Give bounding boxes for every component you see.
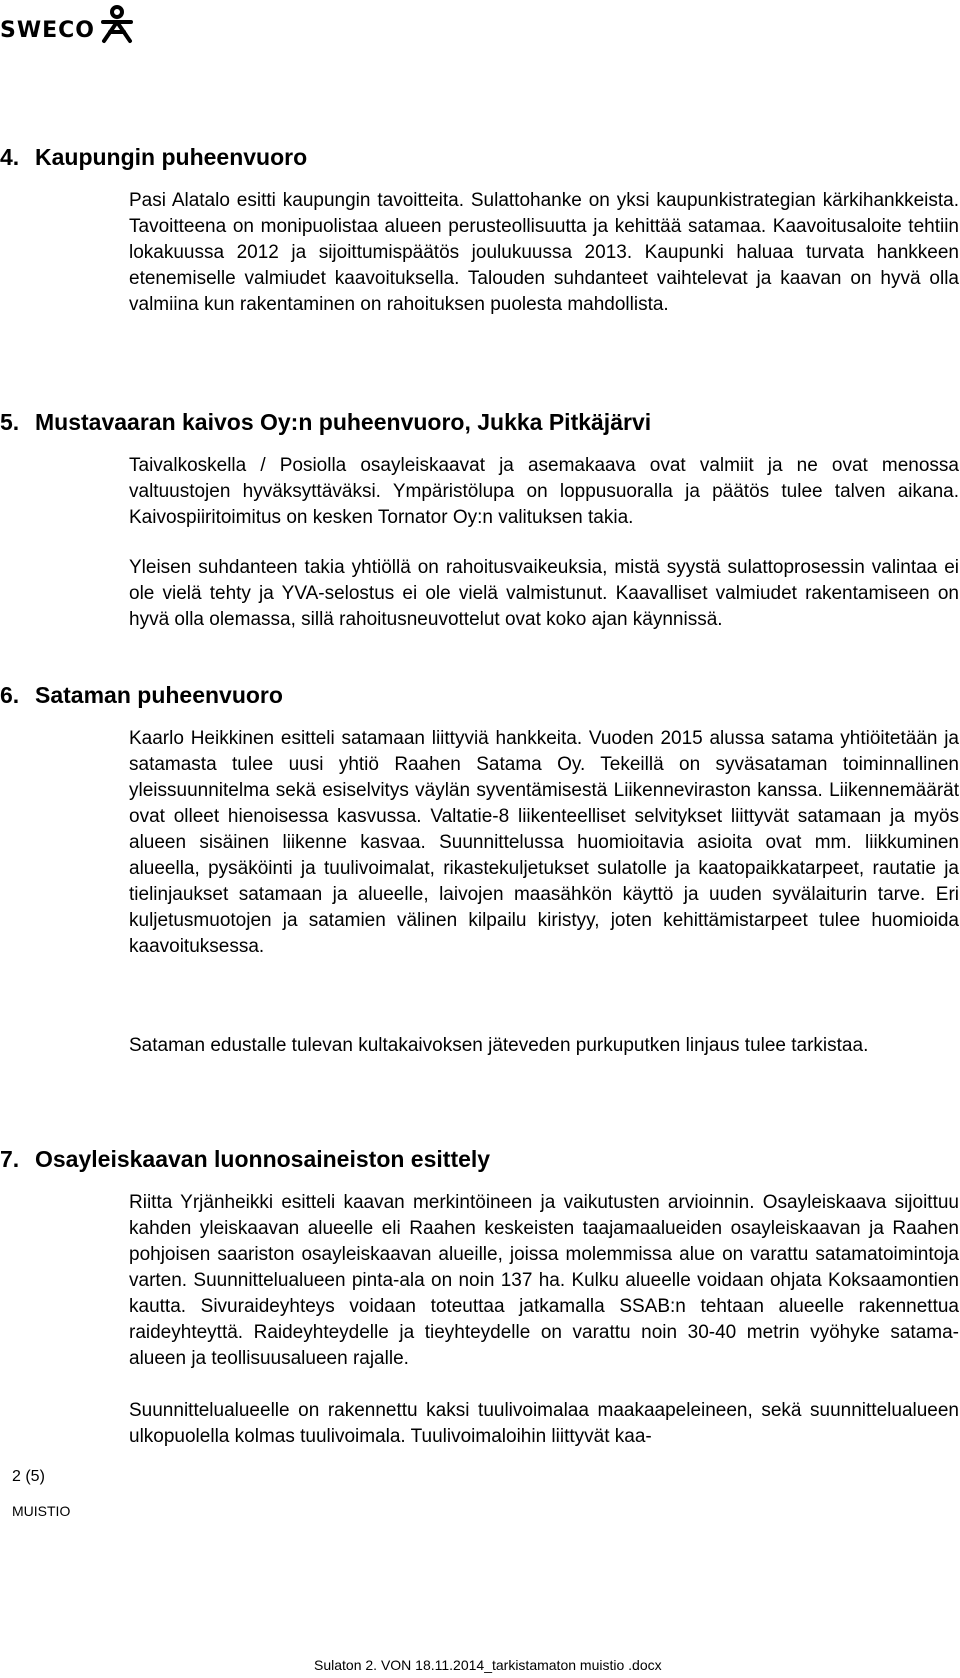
section-heading-4: [0, 143, 307, 171]
sweco-star-icon: [98, 4, 136, 44]
section-number: 5.: [0, 409, 20, 435]
section-heading-7: [0, 1145, 490, 1173]
section-heading-5: [0, 408, 651, 436]
logo-text: SWECO: [0, 18, 95, 43]
section-5-paragraph-1: Taivalkoskella / Posiolla osayleiskaavat ja asemakaava ovat valmiit ja ne ovat menossa valtuustojen hyväksyttäväksi. Ympäristölupa on loppusuoralla ja päätös tulee talven aikana. Kaivospiiritoimitus on kesken Tornator Oy:n valituksen takia.: [129, 455, 959, 528]
section-number: 4.: [0, 144, 20, 170]
section-title: Kaupungin puheenvuoro: [35, 144, 308, 170]
section-number: 6.: [0, 682, 20, 708]
section-4-paragraph-1: Pasi Alatalo esitti kaupungin tavoitteita. Sulattohanke on yksi kaupunkistrategian kärkihankkeista. Tavoitteena on monipuolistaa alueen perusteollisuutta ja kehittää satamaa. Kaavoitusaloite tehtiin lokakuussa 2012 ja sijoittumispäätös joulukuussa 2013. Kaupunki haluaa turvata hankkeen etenemiselle valmiudet kaavoituksella. Talouden suhdanteet vaihtelevat ja kaavan on hyvä olla valmiina kun rakentaminen on rahoituksen puolesta mahdollista.: [129, 190, 959, 315]
section-title: Osayleiskaavan luonnosaineiston esittely: [35, 1146, 491, 1172]
section-7-paragraph-1: Riitta Yrjänheikki esitteli kaavan merkintöineen ja vaikutusten arvioinnin. Osayleiskaava sijoittuu kahden yleiskaavan alueelle eli Raahen keskeisten taajamaalueiden osayleiskaavan ja Raahen pohjoisen saariston osayleiskaavan alueille, joissa molemmissa alue on varattu satamatoimintoja varten. Suunnittelualueen pinta-ala on noin 137 ha. Kulku alueelle voidaan ohjata Koksaamontien kautta. Sivuraideyhteys voidaan toteuttaa jatkamalla SSAB:n tehtaan alueelle rakennettua raideyhteyttä. Raideyhteydelle ja tieyhteydelle on varattu noin 30-40 metrin vyöhyke satama-alueen ja teollisuusalueen rajalle.: [129, 1192, 959, 1369]
section-heading-6: [0, 681, 283, 709]
document-type: MUISTIO: [12, 1503, 71, 1519]
section-title: Sataman puheenvuoro: [35, 682, 283, 708]
sweco-logo: [0, 0, 140, 46]
section-6-paragraph-1: Kaarlo Heikkinen esitteli satamaan liittyviä hankkeita. Vuoden 2015 alussa satama yhtiöitetään ja satamasta tulee uusi yhtiö Raahen Satama Oy. Tekeillä on syväsataman toiminnallinen yleissuunnitelma sekä esiselvitys väylän syventämisestä Liikenneviraston kanssa. Liikennemäärät ovat olleet hienoisessa kasvussa. Valtatie-8 liikenteelliset selvitykset liittyvät satamaan ja myös alueen sisäinen liikenne kasvaa. Suunnittelussa huomioitavia asioita ovat mm. liikkuminen alueella, pysäköinti ja tuulivoimalat, rikastekuljetukset sulatolle ja kaatopaikkatarpeet, rautatie ja tielinjaukset satamaan ja alueelle, laivojen maasähkön käyttö ja uuden syvälaiturin tarve. Eri kuljetusmuotojen ja satamien välinen kilpailu kiristyy, joten kehittämistarpeet tulee huomioida kaavoituksessa.: [129, 728, 959, 957]
section-5-paragraph-2: Yleisen suhdanteen takia yhtiöllä on rahoitusvaikeuksia, mistä syystä sulattoprosessin valintaa ei ole vielä tehty ja YVA-selostus ei ole vielä valmistunut. Kaavalliset valmiudet rakentamiseen on hyvä olla olemassa, sillä rahoitusneuvottelut ovat koko ajan käynnissä.: [129, 557, 959, 630]
section-6-paragraph-2: Sataman edustalle tulevan kultakaivoksen jäteveden purkuputken linjaus tulee tarkistaa.: [129, 1035, 869, 1056]
section-number: 7.: [0, 1146, 20, 1172]
section-7-paragraph-2: Suunnittelualueelle on rakennettu kaksi tuulivoimalaa maakaapeleineen, sekä suunnittelualueen ulkopuolella kolmas tuulivoimala. Tuulivoimaloihin liittyvät kaa-: [129, 1400, 959, 1447]
page-number: 2 (5): [12, 1468, 45, 1485]
section-title: Mustavaaran kaivos Oy:n puheenvuoro, Jukka Pitkäjärvi: [35, 409, 652, 435]
footer-filename: Sulaton 2. VON 18.11.2014_tarkistamaton muistio .docx: [314, 1657, 662, 1673]
